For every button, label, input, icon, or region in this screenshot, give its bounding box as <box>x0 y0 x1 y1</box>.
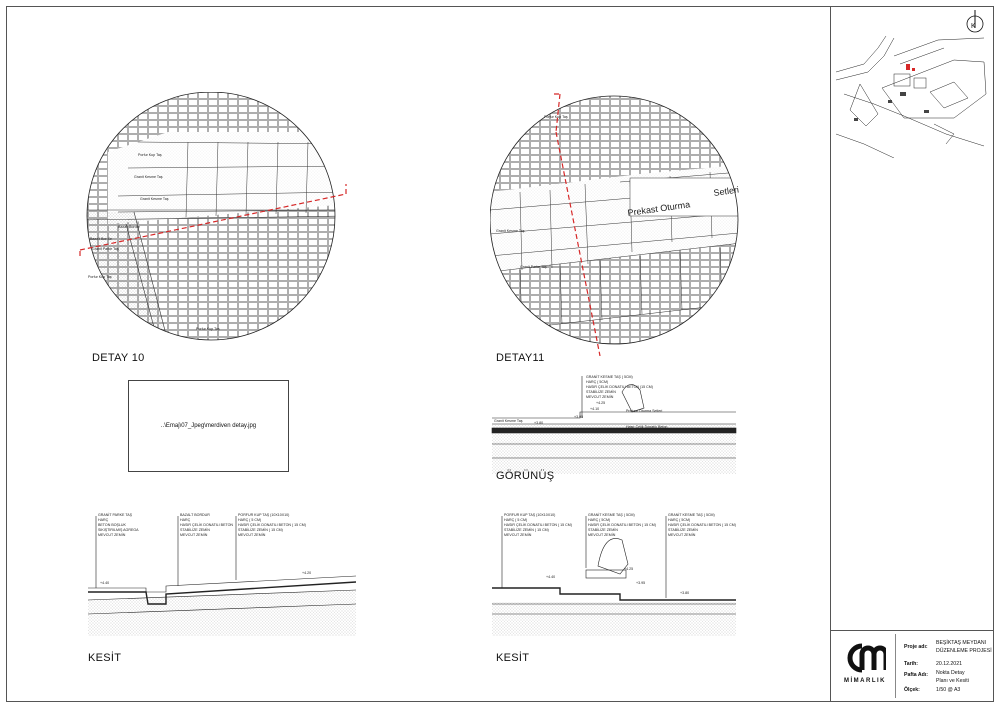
section-right-level: +4.25 <box>624 567 634 571</box>
project-value-2: DÜZENLEME PROJESİ <box>936 648 992 654</box>
north-label: K <box>971 23 976 30</box>
detail-10-plan <box>78 92 358 350</box>
section-left-level: +4.20 <box>302 571 312 575</box>
section-right-note: STABİLİZE ZEMİN ( 15 CM) <box>504 528 549 532</box>
detail-10-caption: DETAY 10 <box>92 352 145 364</box>
detail-11-label: Granit Parke Taş <box>520 265 547 269</box>
section-left-note: MEVCUT ZEMİN <box>98 533 126 537</box>
elevation-level: +4.10 <box>590 407 600 411</box>
section-left-note: SIKIŞTIRILMIŞ AGREGA <box>98 528 139 532</box>
north-arrow-icon <box>965 8 985 36</box>
firm-logo-subtitle: MİMARLIK <box>844 678 886 684</box>
elevation-caption: GÖRÜNÜŞ <box>496 470 555 482</box>
section-right-note: HASIR ÇELİK DONATILI BETON ( 15 CM) <box>504 523 572 527</box>
section-left-note: HASIR ÇELİK DONATILI BETON <box>180 523 233 527</box>
detail-11-caption: DETAY11 <box>496 352 545 364</box>
date-label: Tarih: <box>904 661 919 667</box>
elevation-label: Granit Kesme Taş <box>494 419 523 423</box>
detail-10-label: Bazalt Bordur <box>118 225 140 229</box>
detail-10-label: Porfur Kup Taş <box>138 153 162 157</box>
detail-10-label: Bazalt Bordür <box>90 237 112 241</box>
elevation-level: +4.25 <box>596 401 606 405</box>
section-right-note: GRANİT KESME TAŞ ( 5CM) <box>588 513 635 517</box>
section-left-note: GRANİT PARKE TAŞ <box>98 513 133 517</box>
elevation-note: MEVCUT ZEMİN <box>586 395 614 399</box>
sheet-label: Pafta Adı: <box>904 672 929 678</box>
section-right-level: +3.95 <box>636 581 646 585</box>
detail-10-label: Granit Kesme Taş <box>140 197 169 201</box>
section-right-note: MEVCUT ZEMİN <box>668 533 696 537</box>
project-label: Proje adı: <box>904 644 928 650</box>
section-left-note: PORFUR KUP TAŞ (10X10X10) <box>238 513 290 517</box>
section-right-caption: KESİT <box>496 652 530 664</box>
section-right-note: MEVCUT ZEMİN <box>504 533 532 537</box>
section-right-note: PORFUR KUP TAŞ (10X10X10) <box>504 513 556 517</box>
detail-11-label: Porfur Kup Taş <box>544 115 568 119</box>
section-right-note: HARÇ ( 5CM) <box>668 518 691 522</box>
section-left-level: +4.40 <box>100 581 110 585</box>
title-block-divider <box>895 634 896 698</box>
image-placeholder <box>128 380 289 472</box>
section-right-note: HARÇ ( 5 CM) <box>504 518 528 522</box>
section-right-note: HASIR ÇELİK DONATILI BETON ( 15 CM) <box>588 523 656 527</box>
sheet-value-1: Nokta Detay <box>936 670 965 676</box>
section-left-note: STABİLİZE ZEMİN ( 15 CM) <box>238 528 283 532</box>
detail-11-plan <box>490 92 760 356</box>
image-placeholder-path: ..\Emaj\07_Jpeg\merdiven detay.jpg <box>160 423 257 429</box>
detail-11-label: Setleri <box>712 184 740 198</box>
section-left-note: HARÇ <box>180 518 191 522</box>
detail-10-label: Porfur Kup Taş <box>196 327 220 331</box>
section-right-drawing <box>490 508 740 638</box>
section-left-note: STABİLİZE ZEMİN <box>180 528 210 532</box>
elevation-note: GRANİT KESME TAŞ ( 5CM) <box>586 375 633 379</box>
elevation-label: Hasır Çelik Donatılı Beton <box>626 425 668 429</box>
scale-label: Ölçek: <box>904 687 920 693</box>
detail-10-label: Granit Parke Taş <box>92 247 119 251</box>
section-right-note: HARÇ ( 5CM) <box>588 518 611 522</box>
section-left-note: MEVCUT ZEMİN <box>238 533 266 537</box>
elevation-note: STABİLİZE ZEMİN <box>586 390 616 394</box>
sidebar-divider <box>830 6 831 702</box>
elevation-level: +3.80 <box>534 421 544 425</box>
date-value: 20.12.2021 <box>936 661 962 667</box>
section-right-note: GRANİT KESME TAŞ ( 5CM) <box>668 513 715 517</box>
elevation-note: HASIR ÇELİK DONATILI BETON (15 CM) <box>586 385 653 389</box>
scale-value: 1/50 @ A3 <box>936 687 961 693</box>
section-left-note: MEVCUT ZEMİN <box>180 533 208 537</box>
elevation-label: Prekast Oturma Setleri <box>626 409 663 413</box>
section-left-drawing <box>86 508 356 638</box>
section-right-note: STABİLİZE ZEMİN <box>668 528 698 532</box>
section-right-note: STABİLİZE ZEMİN <box>588 528 618 532</box>
key-plan <box>834 34 992 158</box>
section-right-note: HASIR ÇELİK DONATILI BETON ( 15 CM) <box>668 523 736 527</box>
firm-logo <box>840 640 886 674</box>
detail-10-label: Granit Kesme Taş <box>134 175 163 179</box>
detail-10-label: Porfur Kup Taş <box>88 275 112 279</box>
detail-11-label: Prekast Oturma <box>626 199 691 218</box>
elevation-note: HARÇ ( 5CM) <box>586 380 609 384</box>
section-left-note: HARÇ <box>98 518 109 522</box>
section-left-caption: KESİT <box>88 652 122 664</box>
detail-11-label: Granit Kesme Taş <box>496 229 525 233</box>
section-left-note: BAZALT BORDUR <box>180 513 210 517</box>
section-right-level: +4.40 <box>546 575 556 579</box>
project-value-1: BEŞİKTAŞ MEYDANI <box>936 640 987 646</box>
sheet-value-2: Planı ve Kesiti <box>936 678 969 684</box>
elevation-drawing <box>490 366 740 476</box>
section-right-level: +3.80 <box>680 591 690 595</box>
section-left-note: HARÇ ( 5 CM) <box>238 518 262 522</box>
section-left-note: BETON BOŞLUK <box>98 523 126 527</box>
elevation-level: +3.95 <box>574 415 584 419</box>
section-left-note: HASIR ÇELİK DONATILI BETON ( 15 CM) <box>238 523 306 527</box>
section-right-note: MEVCUT ZEMİN <box>588 533 616 537</box>
